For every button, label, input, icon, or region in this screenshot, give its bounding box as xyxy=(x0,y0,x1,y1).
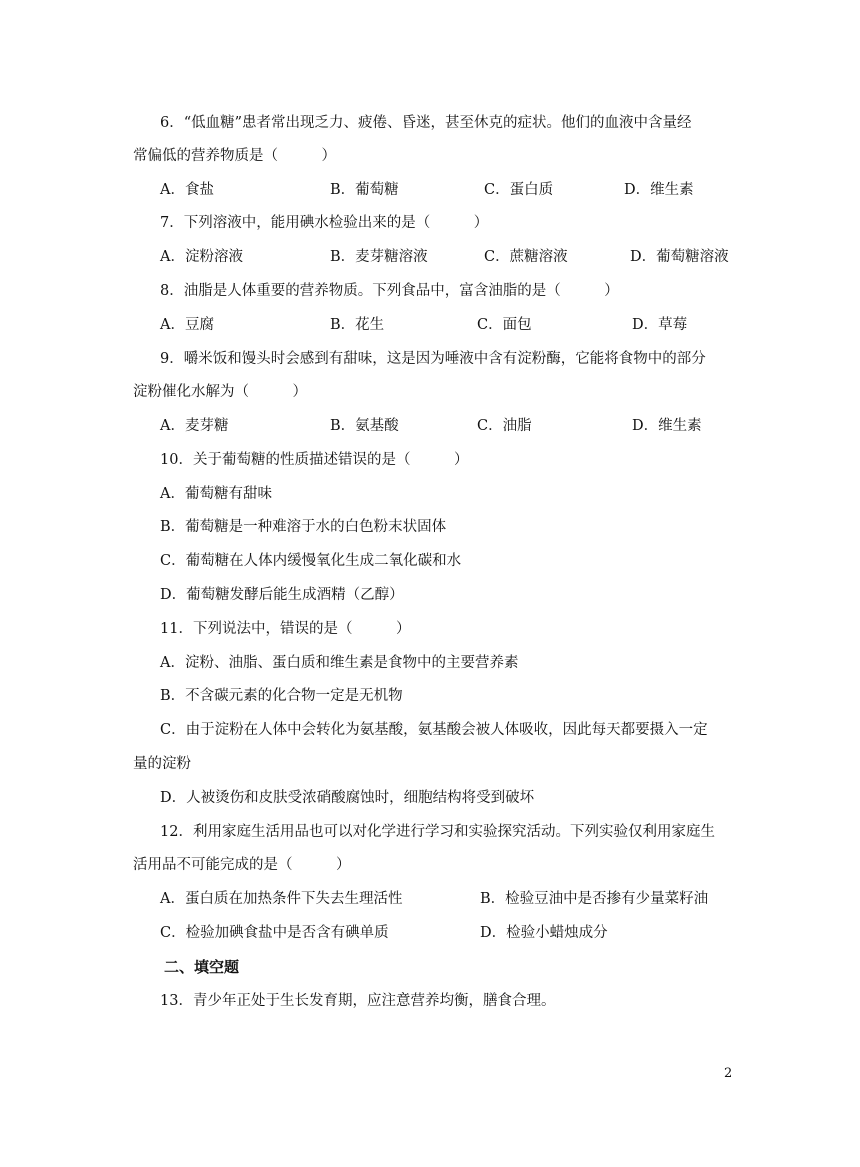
question-7-option-b: B．麦芽糖溶液 xyxy=(330,249,428,265)
question-9-option-d: D．维生素 xyxy=(632,418,702,434)
question-11-option-c-line1: C．由于淀粉在人体中会转化为氨基酸，氨基酸会被人体吸收，因此每天都要摄入一定 xyxy=(160,722,708,738)
question-11-option-a: A．淀粉、油脂、蛋白质和维生素是食物中的主要营养素 xyxy=(160,655,519,671)
question-12-option-d: D．检验小蜡烛成分 xyxy=(480,925,608,941)
question-7-stem: 7．下列溶液中，能用碘水检验出来的是（ ） xyxy=(160,215,489,231)
question-12-option-a: A．蛋白质在加热条件下失去生理活性 xyxy=(160,891,403,907)
question-9-stem-line1: 9．嚼米饭和馒头时会感到有甜味，这是因为唾液中含有淀粉酶，它能将食物中的部分 xyxy=(160,351,706,367)
question-10-stem: 10．关于葡萄糖的性质描述错误的是（ ） xyxy=(160,452,469,468)
question-12-option-b: B．检验豆油中是否掺有少量菜籽油 xyxy=(480,891,709,907)
question-9-option-b: B．氨基酸 xyxy=(330,418,399,434)
question-11-option-c-line2: 量的淀粉 xyxy=(133,756,191,772)
question-11-option-d: D．人被烫伤和皮肤受浓硝酸腐蚀时，细胞结构将受到破坏 xyxy=(160,790,535,806)
question-6-option-d: D．维生素 xyxy=(624,182,694,198)
question-12-stem-line2: 活用品不可能完成的是（ ） xyxy=(133,857,351,873)
question-9-option-c: C．油脂 xyxy=(477,418,532,434)
section-2-title: 二、填空题 xyxy=(164,958,240,976)
question-7-option-a: A．淀粉溶液 xyxy=(160,249,243,265)
question-7-option-d: D．葡萄糖溶液 xyxy=(630,249,729,265)
question-6-stem-line1: 6．“低血糖”患者常出现乏力、疲倦、昏迷，甚至休克的症状。他们的血液中含量经 xyxy=(160,115,692,131)
page-number: 2 xyxy=(724,1066,733,1081)
question-11-option-b: B．不含碳元素的化合物一定是无机物 xyxy=(160,688,403,704)
question-10-option-d: D．葡萄糖发酵后能生成酒精（乙醇） xyxy=(160,587,404,603)
question-8-option-a: A．豆腐 xyxy=(160,317,214,333)
question-13-stem: 13．青少年正处于生长发育期，应注意营养均衡，膳食合理。 xyxy=(160,993,556,1009)
question-12-stem-line1: 12．利用家庭生活用品也可以对化学进行学习和实验探究活动。下列实验仅利用家庭生 xyxy=(160,824,715,840)
question-6-option-b: B．葡萄糖 xyxy=(330,182,399,198)
question-10-option-b: B．葡萄糖是一种难溶于水的白色粉末状固体 xyxy=(160,519,447,535)
question-6-stem-line2: 常偏低的营养物质是（ ） xyxy=(133,148,336,164)
question-12-option-c: C．检验加碘食盐中是否含有碘单质 xyxy=(160,925,389,941)
question-11-stem: 11．下列说法中，错误的是（ ） xyxy=(160,621,411,637)
question-8-option-d: D．草莓 xyxy=(632,317,688,333)
question-7-option-c: C．蔗糖溶液 xyxy=(484,249,568,265)
question-6-option-a: A．食盐 xyxy=(160,182,214,198)
question-10-option-c: C．葡萄糖在人体内缓慢氧化生成二氧化碳和水 xyxy=(160,553,462,569)
question-8-stem: 8．油脂是人体重要的营养物质。下列食品中，富含油脂的是（ ） xyxy=(160,283,619,299)
question-9-stem-line2: 淀粉催化水解为（ ） xyxy=(133,384,307,400)
question-10-option-a: A．葡萄糖有甜味 xyxy=(160,486,272,502)
question-9-option-a: A．麦芽糖 xyxy=(160,418,229,434)
question-8-option-c: C．面包 xyxy=(477,317,532,333)
question-8-option-b: B．花生 xyxy=(330,317,385,333)
question-6-option-c: C．蛋白质 xyxy=(484,182,554,198)
